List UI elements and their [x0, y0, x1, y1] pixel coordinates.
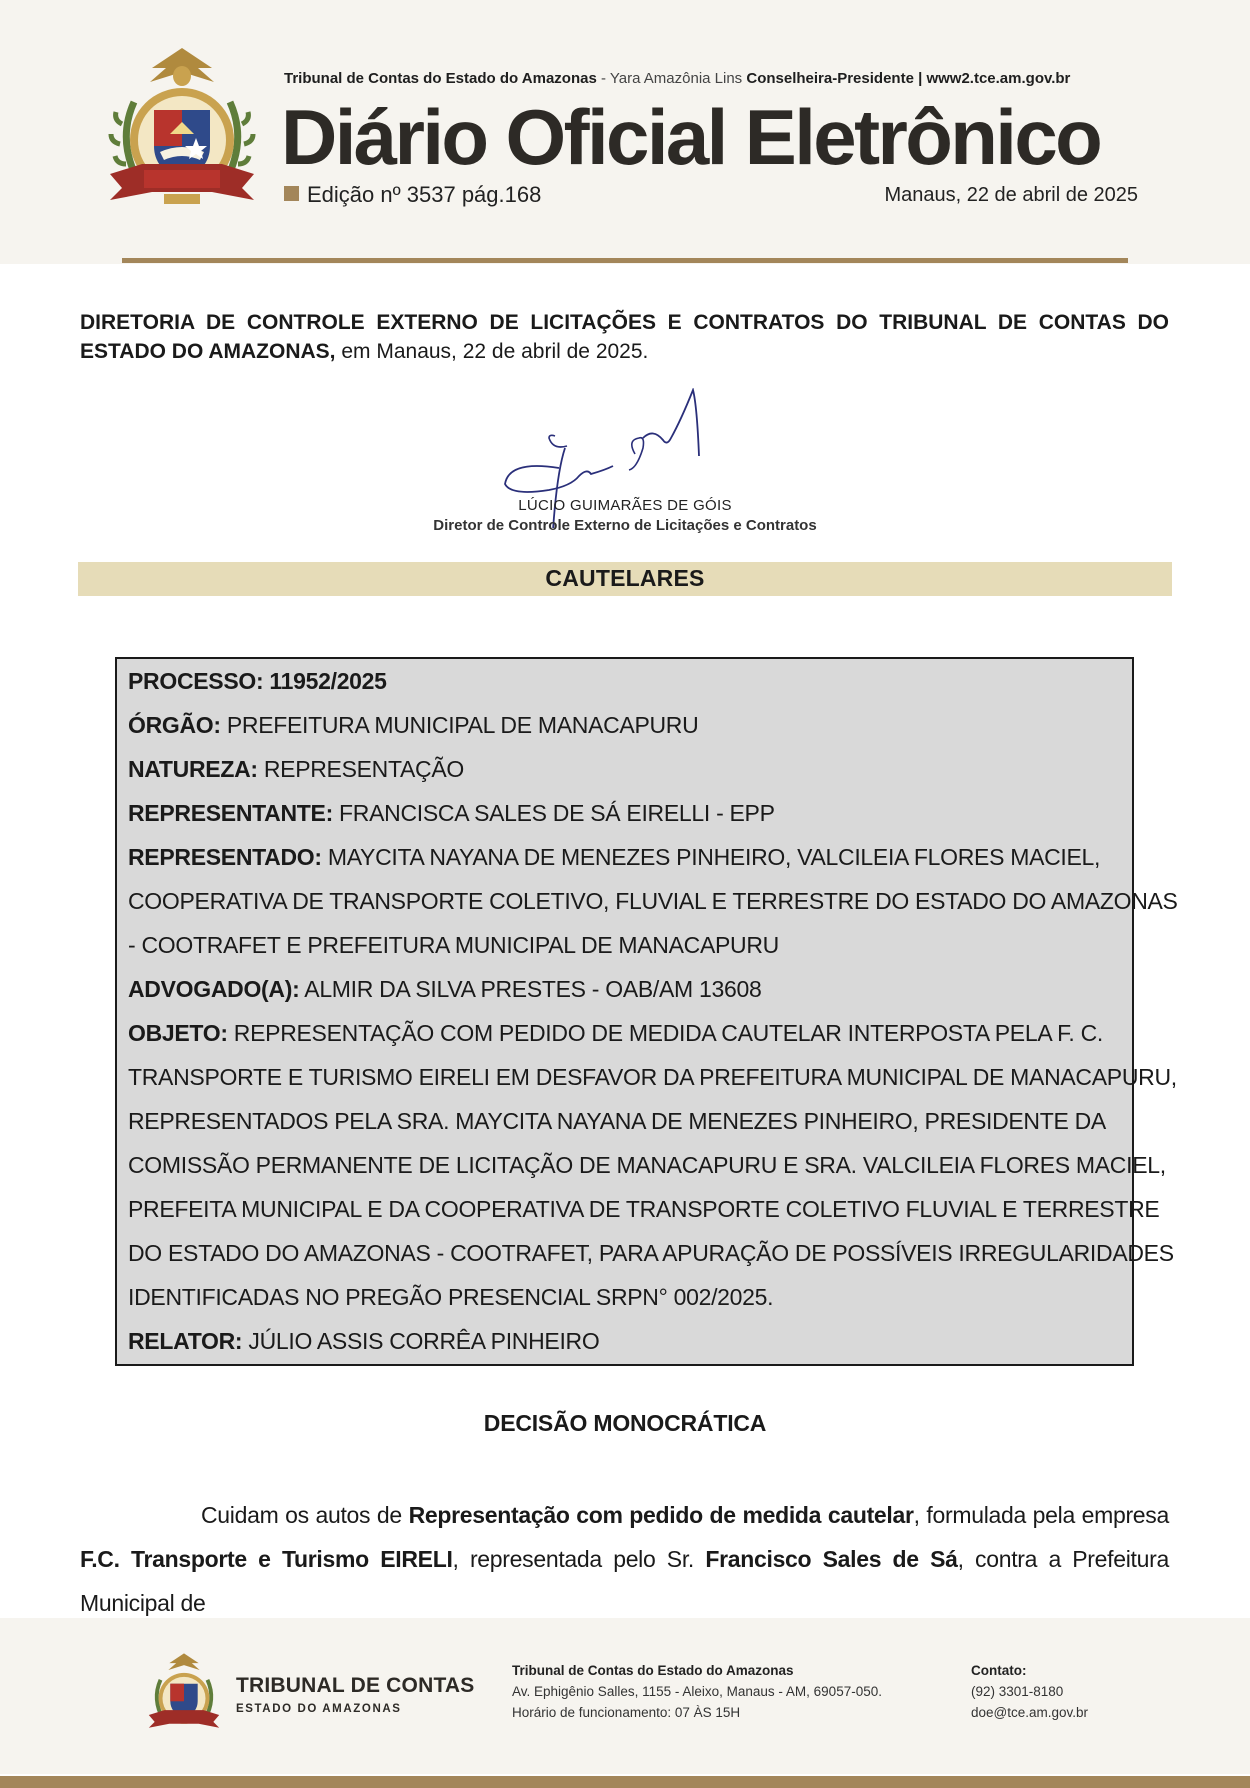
- process-orgao: [128, 703, 1123, 747]
- tce-am-coat-of-arms-icon: [140, 1648, 228, 1736]
- edition-date: Manaus, 22 de abril de 2025: [884, 184, 1138, 206]
- natureza-label: NATUREZA:: [128, 756, 258, 782]
- footer-contact-label: Contato:: [971, 1663, 1027, 1678]
- decision-text-4: F.C. Transporte e Turismo EIRELI: [80, 1546, 453, 1572]
- edition-line: [284, 182, 541, 208]
- objeto-line-6: DO ESTADO DO AMAZONAS - COOTRAFET, PARA APURAÇÃO DE POSSÍVEIS IRREGULARIDADES: [128, 1240, 1174, 1266]
- process-natureza: [128, 747, 1123, 791]
- footer-brand-sub: ESTADO DO AMAZONAS: [236, 1703, 402, 1715]
- representado-line-3: - COOTRAFET E PREFEITURA MUNICIPAL DE MANACAPURU: [128, 932, 779, 958]
- header-topline: [284, 70, 1070, 87]
- signoff-paragraph: [80, 308, 1169, 366]
- representante-value: FRANCISCA SALES DE SÁ EIRELLI - EPP: [332, 800, 775, 826]
- natureza-value: REPRESENTAÇÃO: [257, 756, 464, 782]
- header-divider: [122, 258, 1128, 263]
- tce-am-coat-of-arms-icon: [92, 42, 272, 212]
- footer-contact-block: [971, 1660, 1088, 1723]
- representado-line-1: MAYCITA NAYANA DE MENEZES PINHEIRO, VALCILEIA FLORES MACIEL,: [321, 844, 1101, 870]
- footer-hours: Horário de funcionamento: 07 ÀS 15H: [512, 1705, 741, 1720]
- objeto-label: OBJETO:: [128, 1020, 228, 1046]
- section-title: CAUTELARES: [545, 565, 705, 591]
- relator-value: JÚLIO ASSIS CORRÊA PINHEIRO: [242, 1328, 600, 1354]
- gazette-header: [0, 0, 1250, 264]
- process-advogado: [128, 967, 1123, 1011]
- decision-text-7: , contra a Prefeitura Municipal de: [80, 1546, 1169, 1616]
- gazette-footer: [0, 1618, 1250, 1774]
- process-number-label: PROCESSO: 11952/2025: [128, 668, 387, 694]
- footer-address-block: [512, 1660, 882, 1723]
- decision-text-3: , formulada pela empresa: [913, 1502, 1169, 1528]
- footer-institution: Tribunal de Contas do Estado do Amazonas: [512, 1663, 794, 1678]
- footer-address: Av. Ephigênio Salles, 1155 - Aleixo, Manaus - AM, 69057-050.: [512, 1684, 882, 1699]
- objeto-line-7: IDENTIFICADAS NO PREGÃO PRESENCIAL SRPN° 002/2025.: [128, 1284, 774, 1310]
- objeto-line-1: REPRESENTAÇÃO COM PEDIDO DE MEDIDA CAUTELAR INTERPOSTA PELA F. C.: [227, 1020, 1103, 1046]
- decision-text-1: Cuidam os autos de: [201, 1502, 409, 1528]
- square-bullet-icon: [284, 186, 299, 201]
- decision-title: DECISÃO MONOCRÁTICA: [483, 1410, 767, 1436]
- header-president-name: Yara Amazônia Lins: [609, 70, 743, 87]
- objeto-line-2: TRANSPORTE E TURISMO EIRELI EM DESFAVOR DA PREFEITURA MUNICIPAL DE MANACAPURU,: [128, 1064, 1177, 1090]
- header-institution: Tribunal de Contas do Estado do Amazonas: [284, 70, 597, 87]
- process-relator: [128, 1319, 1123, 1363]
- orgao-value: PREFEITURA MUNICIPAL DE MANACAPURU: [220, 712, 699, 738]
- edition-number: Edição nº 3537 pág.168: [307, 182, 542, 207]
- footer-phone: (92) 3301-8180: [971, 1684, 1064, 1699]
- signer-name: LÚCIO GUIMARÃES DE GÓIS: [518, 497, 732, 514]
- process-representante: [128, 791, 1123, 835]
- representado-line-2: COOPERATIVA DE TRANSPORTE COLETIVO, FLUVIAL E TERRESTRE DO ESTADO DO AMAZONAS: [128, 888, 1178, 914]
- objeto-line-5: PREFEITA MUNICIPAL E DA COOPERATIVA DE TRANSPORTE COLETIVO FLUVIAL E TERRESTRE: [128, 1196, 1160, 1222]
- decision-paragraph: [80, 1493, 1169, 1625]
- signoff-place-date: em Manaus, 22 de abril de 2025.: [335, 340, 649, 363]
- representante-label: REPRESENTANTE:: [128, 800, 333, 826]
- process-representado: [128, 835, 1123, 879]
- advogado-value: ALMIR DA SILVA PRESTES - OAB/AM 13608: [299, 976, 762, 1002]
- relator-label: RELATOR:: [128, 1328, 243, 1354]
- section-header-bar: [78, 562, 1172, 596]
- decision-text-5: , representada pelo Sr.: [452, 1546, 706, 1572]
- header-separator: -: [596, 70, 610, 87]
- objeto-line-4: COMISSÃO PERMANENTE DE LICITAÇÃO DE MANACAPURU E SRA. VALCILEIA FLORES MACIEL,: [128, 1152, 1166, 1178]
- objeto-line-3: REPRESENTADOS PELA SRA. MAYCITA NAYANA DE MENEZES PINHEIRO, PRESIDENTE DA: [128, 1108, 1106, 1134]
- footer-email[interactable]: doe@tce.am.gov.br: [971, 1705, 1089, 1720]
- decision-text-2: Representação com pedido de medida cautelar: [408, 1502, 914, 1528]
- gazette-title: Diário Oficial Eletrônico: [281, 93, 1101, 181]
- header-president-title: Conselheira-Presidente | www2.tce.am.gov.br: [746, 70, 1071, 87]
- process-objeto: [128, 1011, 1123, 1055]
- decision-text-6: Francisco Sales de Sá: [705, 1546, 958, 1572]
- signoff-org: DIRETORIA DE CONTROLE EXTERNO DE LICITAÇÕES E CONTRATOS DO TRIBUNAL DE CONTAS DO ESTADO DO AMAZONAS,: [80, 311, 1169, 363]
- representado-label: REPRESENTADO:: [128, 844, 322, 870]
- orgao-label: ÓRGÃO:: [128, 712, 221, 738]
- footer-brand: TRIBUNAL DE CONTAS: [236, 1674, 475, 1697]
- process-summary-box: [115, 657, 1178, 1366]
- advogado-label: ADVOGADO(A):: [128, 976, 300, 1002]
- process-number: [128, 659, 1123, 703]
- signer-role: Diretor de Controle Externo de Licitações e Contratos: [433, 517, 817, 534]
- footer-divider: [0, 1776, 1250, 1788]
